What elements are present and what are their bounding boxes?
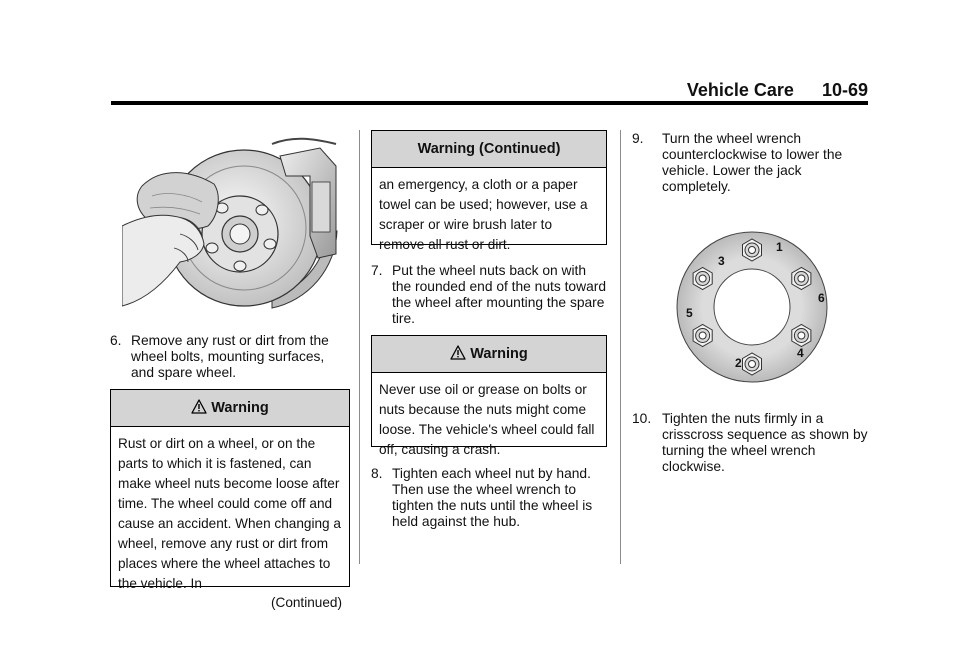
warning-triangle-icon xyxy=(450,345,466,360)
nut-label-5: 5 xyxy=(686,306,693,320)
step-10: 10. Tighten the nuts firmly in a crisscross sequence as shown by turning the wheel wrench clockwise. xyxy=(632,411,868,474)
warning-body: Rust or dirt on a wheel, or on the parts to which it is fastened, can make wheel nuts become loose after time. The wheel could come off and cause an accident. When changing a wheel, remove any rust or dirt from places where the wheel attaches to the vehicle. In xyxy=(118,436,341,591)
warning-triangle-icon xyxy=(191,399,207,414)
page-number: 10-69 xyxy=(821,80,868,100)
column-divider-1 xyxy=(359,130,360,564)
warning-body: an emergency, a cloth or a paper towel can be used; however, use a scraper or wire brush later to remove all rust or dirt. xyxy=(379,177,588,252)
nut-label-2: 2 xyxy=(735,356,742,370)
warning-box-oil xyxy=(371,335,607,457)
section-title: Vehicle Care xyxy=(686,80,794,100)
nut-label-1: 1 xyxy=(776,240,783,254)
continued-label: (Continued) xyxy=(270,595,342,610)
warning-body: Never use oil or grease on bolts or nuts because the nuts might come loose. The vehicle's wheel could fall off, causing a crash. xyxy=(379,382,595,457)
warning-header: Warning xyxy=(111,390,349,427)
brake-rotor-cleaning-illustration xyxy=(122,136,342,316)
step-6: 6. Remove any rust or dirt from the wheel bolts, mounting surfaces, and spare wheel. xyxy=(110,333,329,380)
header-rule xyxy=(111,101,868,105)
nut-upper-left-icon xyxy=(693,268,712,290)
nut-label-4: 4 xyxy=(797,346,804,360)
nut-top-icon xyxy=(743,239,762,261)
warning-box-rust xyxy=(110,389,350,610)
warning-header: Warning xyxy=(372,336,606,373)
nut-label-6: 6 xyxy=(818,291,825,305)
nut-upper-right-icon xyxy=(792,268,811,290)
nut-label-3: 3 xyxy=(718,254,725,268)
step-8: 8. Tighten each wheel nut by hand. Then use the wheel wrench to tighten the nuts until the wheel is held against the hub. xyxy=(371,466,593,529)
page-header xyxy=(687,80,868,101)
nut-lower-left-icon xyxy=(693,325,712,347)
step-9: 9. Turn the wheel wrench counterclockwise to lower the vehicle. Lower the jack completely. xyxy=(632,131,843,194)
warning-header: Warning (Continued) xyxy=(372,131,606,168)
lug-nut-sequence-diagram xyxy=(672,227,832,387)
column-divider-2 xyxy=(620,130,621,564)
nut-lower-right-icon xyxy=(792,325,811,347)
step-7: 7. Put the wheel nuts back on with the rounded end of the nuts toward the wheel after mounting the spare tire. xyxy=(371,263,607,326)
warning-box-continued xyxy=(371,130,607,252)
nut-bottom-icon xyxy=(743,353,762,375)
